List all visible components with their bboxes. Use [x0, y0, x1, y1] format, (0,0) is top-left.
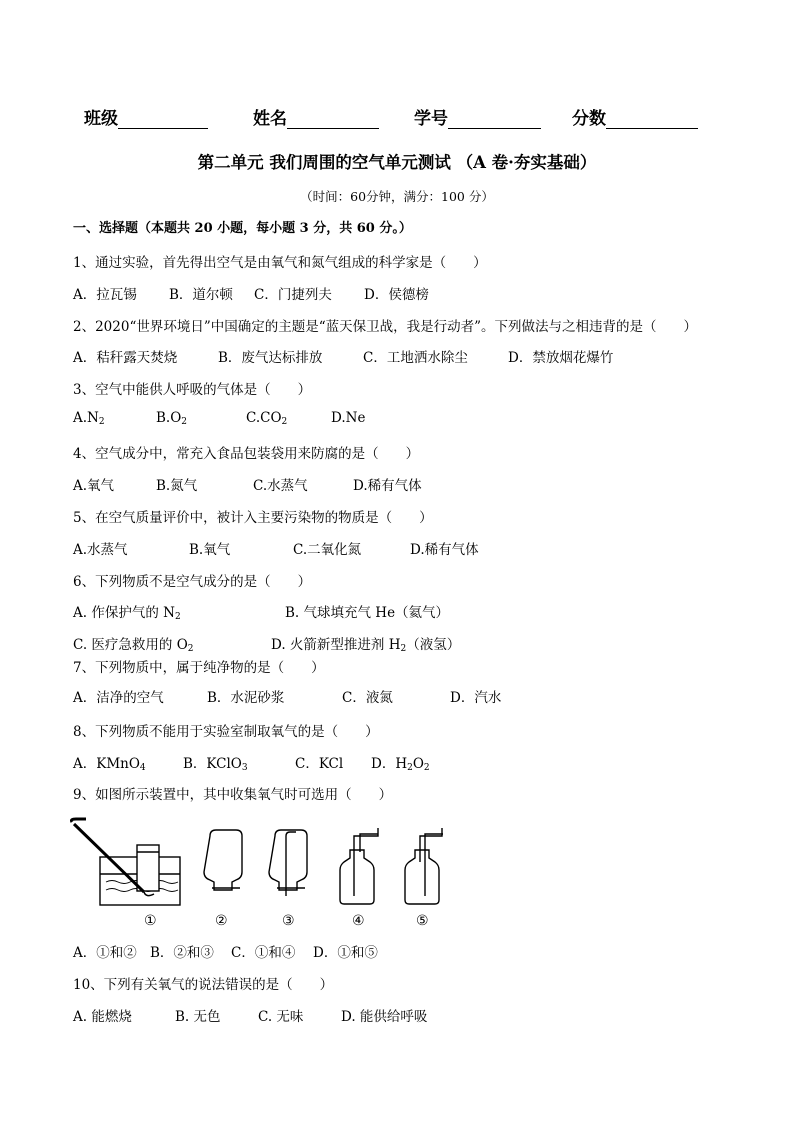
- q3-option-a: $A.N_2$: [73, 410, 105, 427]
- q7-option-d: D．汽水: [450, 690, 502, 706]
- class-field: [84, 104, 208, 129]
- q1-option-a: A．拉瓦锡: [73, 287, 137, 303]
- q4-option-a: A.氧气: [73, 478, 115, 494]
- q4-option-d: D.稀有气体: [353, 478, 422, 494]
- q3-option-b: $B.O_2$: [156, 410, 188, 427]
- q9-option-c: C．①和④: [231, 945, 296, 961]
- student-info-header: [0, 104, 794, 130]
- q5-option-c: C.二氧化氮: [293, 542, 362, 558]
- q3-option-d: D.Ne: [331, 410, 366, 426]
- class-blank: [118, 110, 208, 129]
- score-field: [572, 104, 698, 129]
- q7-option-a: A．洁净的空气: [73, 690, 164, 706]
- student-id-field: [414, 104, 541, 129]
- apparatus-1-water-displacement: [72, 819, 181, 905]
- page-title: 第二单元 我们周围的空气单元测试 （A 卷·夯实基础）: [197, 153, 597, 172]
- q6-option-a: A. 作保护气的 $N_2$: [73, 605, 181, 622]
- q2-option-d: D．禁放烟花爆竹: [508, 350, 614, 366]
- q9-option-b: B．②和③: [150, 945, 214, 961]
- q9-option-d: D．①和⑤: [313, 945, 378, 961]
- student-id-label: 学号: [414, 109, 448, 129]
- apparatus-3-inverted-bottle-with-tube: [269, 830, 307, 896]
- question-4-stem: 4、空气成分中，常充入食品包装袋用来防腐的是（ ）: [73, 446, 420, 462]
- question-3-stem: 3、空气中能供人呼吸的气体是（ ）: [73, 382, 312, 398]
- q1-option-c: C．门捷列夫: [254, 287, 332, 303]
- q2-option-b: B．废气达标排放: [218, 350, 323, 366]
- q6-option-b: B. 气球填充气 He（氦气）: [285, 605, 450, 621]
- q10-option-d: D. 能供给呼吸: [341, 1009, 428, 1025]
- q10-option-a: A. 能燃烧: [73, 1009, 132, 1025]
- q6-option-d: D. 火箭新型推进剂 $H_2$（液氢）: [271, 637, 461, 654]
- figure-label-4: ④: [352, 913, 365, 929]
- apparatus-2-inverted-bottle: [204, 830, 242, 890]
- q5-option-b: B.氧气: [189, 542, 231, 558]
- figure-label-3: ③: [282, 913, 295, 929]
- question-8-stem: 8、下列物质不能用于实验室制取氧气的是（ ）: [73, 724, 379, 740]
- q1-option-b: B．道尔顿: [169, 287, 233, 303]
- figure-label-2: ②: [215, 913, 228, 929]
- figure-label-5: ⑤: [416, 913, 429, 929]
- q4-option-c: C.水蒸气: [253, 478, 308, 494]
- q8-option-d: D．$H_2O_2$: [371, 756, 430, 773]
- question-1-stem: 1、通过实验，首先得出空气是由氧气和氮气组成的科学家是（ ）: [73, 255, 487, 271]
- name-field: [253, 104, 379, 129]
- apparatus-4-upright-bottle-long-tube: [340, 828, 378, 904]
- q4-option-b: B.氮气: [156, 478, 198, 494]
- q3-option-c: $C.CO_2$: [246, 410, 288, 427]
- question-7-stem: 7、下列物质中，属于纯净物的是（ ）: [73, 660, 325, 676]
- q10-option-b: B. 无色: [175, 1009, 221, 1025]
- name-blank: [287, 110, 379, 129]
- q2-option-c: C．工地洒水除尘: [363, 350, 468, 366]
- class-label: 班级: [84, 109, 118, 129]
- question-9-stem: 9、如图所示装置中，其中收集氧气时可选用（ ）: [73, 787, 393, 803]
- q2-option-a: A．秸秆露天焚烧: [73, 350, 178, 366]
- q1-option-d: D．侯德榜: [364, 287, 429, 303]
- question-2-stem: 2、2020“世界环境日”中国确定的主题是“蓝天保卫战，我是行动者”。下列做法与之相违背的是（ ）: [73, 319, 698, 335]
- student-id-blank: [448, 110, 541, 129]
- section-heading: 一、选择题（本题共 20 小题，每小题 3 分，共 60 分。）: [73, 221, 412, 236]
- q8-option-c: C．KCl: [295, 756, 344, 772]
- question-6-stem: 6、下列物质不是空气成分的是（ ）: [73, 574, 312, 590]
- q7-option-c: C．液氮: [342, 690, 393, 706]
- q5-option-a: A.水蒸气: [73, 542, 128, 558]
- question-10-stem: 10、下列有关氧气的说法错误的是（ ）: [73, 977, 334, 993]
- q7-option-b: B．水泥砂浆: [207, 690, 285, 706]
- q6-option-c: C. 医疗急救用的 $O_2$: [73, 637, 194, 654]
- score-label: 分数: [572, 109, 606, 129]
- page-subtitle: （时间：60分钟，满分：100 分）: [300, 189, 494, 204]
- question-5-stem: 5、在空气质量评价中，被计入主要污染物的物质是（ ）: [73, 510, 433, 526]
- gas-collection-apparatus-figure: [70, 812, 450, 932]
- name-label: 姓名: [253, 109, 287, 129]
- q5-option-d: D.稀有气体: [410, 542, 479, 558]
- q9-option-a: A．①和②: [73, 945, 137, 961]
- score-blank: [606, 110, 698, 129]
- q8-option-b: B．KClO$_3$: [183, 756, 248, 773]
- q8-option-a: A．KMnO$_4$: [73, 756, 146, 773]
- apparatus-5-upright-bottle-short-tube: [405, 828, 443, 904]
- q10-option-c: C. 无味: [258, 1009, 304, 1025]
- figure-label-1: ①: [144, 913, 157, 929]
